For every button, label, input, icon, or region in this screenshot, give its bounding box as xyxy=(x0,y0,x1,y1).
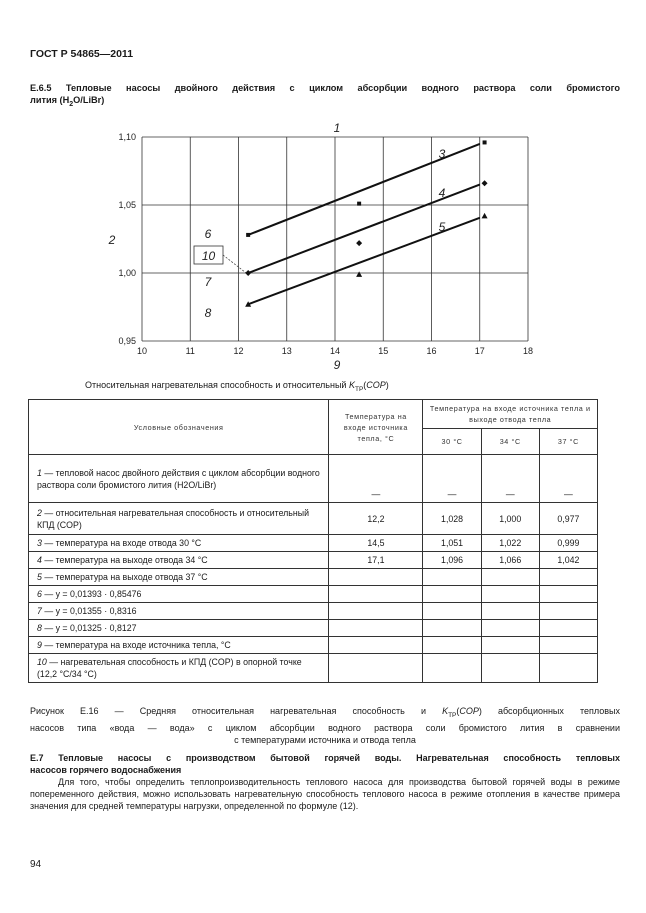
chart-caption: Относительная нагревательная способность и относительный $K_{TP}(COP)$ xyxy=(85,380,389,393)
row-value-c4 xyxy=(539,603,597,620)
row-number: 9 xyxy=(37,640,42,650)
row-number: 10 xyxy=(37,657,47,667)
x-tick-label: 11 xyxy=(185,346,195,356)
row-number: 5 xyxy=(37,572,42,582)
x-tick-label: 18 xyxy=(522,346,534,356)
x-tick-label: 15 xyxy=(378,346,389,356)
row-value-c3 xyxy=(481,620,539,637)
label-2: 2 xyxy=(108,233,116,247)
x-tick-label: 12 xyxy=(233,346,244,356)
row-description xyxy=(29,535,329,552)
label-6: 6 xyxy=(204,227,212,241)
row-number: 1 xyxy=(37,467,42,478)
row-text: — относительная нагревательная способность и относительный КПД (COP) xyxy=(37,507,309,530)
table-row xyxy=(29,503,598,535)
data-point-square xyxy=(246,233,250,237)
label-10-leader xyxy=(223,255,246,273)
row-value-c3 xyxy=(481,654,539,683)
section-title-line1: Е.6.5 Тепловые насосы двойного действия с циклом абсорбции водного раствора соли бромистого xyxy=(30,83,620,93)
label-7: 7 xyxy=(204,275,212,289)
y-tick-label: 1,10 xyxy=(118,132,136,142)
row-value-c4: 0,977 xyxy=(539,503,597,535)
row-value-c2: 1,028 xyxy=(423,503,481,535)
row-value-c4 xyxy=(539,654,597,683)
row-text: — температура на выходе отвода 37 °С xyxy=(41,572,208,582)
row-text: — нагревательная способность и КПД (COP) в опорной точке (12,2 °С/34 °С) xyxy=(37,657,302,679)
row-value-c1 xyxy=(329,569,423,586)
row-value-c1: 17,1 xyxy=(329,552,423,569)
label-9: 9 xyxy=(333,358,341,372)
e7-title-line1: Е.7 Тепловые насосы с производством бытовой горячей воды. Нагревательная способность тепловых xyxy=(30,753,620,763)
row-value-c2: — xyxy=(423,455,481,503)
row-number: 7 xyxy=(37,606,42,616)
row-number: 8 xyxy=(37,623,42,633)
row-description xyxy=(29,455,329,503)
page-number: 94 xyxy=(30,859,42,870)
row-value-c3 xyxy=(481,603,539,620)
row-description xyxy=(29,654,329,683)
row-description xyxy=(29,569,329,586)
row-value-c1 xyxy=(329,603,423,620)
table-row xyxy=(29,654,598,683)
row-text: — y = 0,01393 · 0,85476 xyxy=(41,589,142,599)
y-tick-label: 1,00 xyxy=(118,268,136,278)
row-number: 2 xyxy=(37,507,42,518)
data-point-diamond xyxy=(482,180,488,186)
row-description xyxy=(29,620,329,637)
row-value-c4: 1,042 xyxy=(539,552,597,569)
row-value-c4 xyxy=(539,620,597,637)
header-30: 30 °С xyxy=(423,429,481,455)
row-value-c3: 1,066 xyxy=(481,552,539,569)
chart xyxy=(100,118,540,373)
section-title-line2: лития $(H_2O/LiBr)$ xyxy=(30,95,105,108)
table-row xyxy=(29,552,598,569)
row-number: 3 xyxy=(37,538,42,548)
e7-paragraph: Для того, чтобы определить теплопроизводительность теплового насоса для производства бытовой горячей воды в режиме попеременного действия, можно использовать нагревательную способность теплового насоса в режиме отопления в качестве примера значения для средней температуры нагрузки, определенной по формуле (12). xyxy=(30,777,620,811)
row-text: — тепловой насос двойного действия с циклом абсорбции водного раствора соли бромистого лития (H2O/LiBr) xyxy=(37,467,320,490)
row-text: — температура на выходе отвода 34 °С xyxy=(41,555,208,565)
row-value-c1: 14,5 xyxy=(329,535,423,552)
figure-caption-line1: Рисунок Е.16 — Средняя относительная нагревательная способность и $K_{TP}(COP)$ абсорбционных тепловых xyxy=(30,706,620,719)
row-value-c2 xyxy=(423,620,481,637)
section-e7 xyxy=(30,752,620,812)
row-text: — температура на входе отвода 30 °С xyxy=(41,538,202,548)
row-value-c2: 1,096 xyxy=(423,552,481,569)
row-value-c4: — xyxy=(539,455,597,503)
figure-caption xyxy=(30,705,620,746)
row-description xyxy=(29,603,329,620)
row-value-c1 xyxy=(329,654,423,683)
table-row xyxy=(29,603,598,620)
table-row xyxy=(29,586,598,603)
header-34: 34 °С xyxy=(481,429,539,455)
row-value-c4: 0,999 xyxy=(539,535,597,552)
row-value-c3: — xyxy=(481,455,539,503)
section-title xyxy=(30,82,620,111)
label-3: 3 xyxy=(438,147,446,161)
table-row xyxy=(29,569,598,586)
row-value-c1: 12,2 xyxy=(329,503,423,535)
row-value-c2 xyxy=(423,569,481,586)
row-value-c3 xyxy=(481,569,539,586)
table-row xyxy=(29,455,598,503)
x-tick-label: 13 xyxy=(281,346,292,356)
x-tick-label: 14 xyxy=(329,346,341,356)
header-37: 37 °С xyxy=(539,429,597,455)
y-tick-label: 0,95 xyxy=(118,336,136,346)
row-description xyxy=(29,503,329,535)
data-point-triangle xyxy=(482,213,488,219)
row-value-c3 xyxy=(481,637,539,654)
data-point-triangle xyxy=(356,271,362,277)
table-row xyxy=(29,620,598,637)
figure-caption-line2: насосов типа «вода — вода» с циклом абсорбции водного раствора соли бромистого лития в сравнении xyxy=(30,722,620,733)
label-10: 10 xyxy=(201,249,216,263)
row-text: — температура на входе источника тепла, °С xyxy=(41,640,231,650)
header-temp-in: Температура на входе источника тепла, °С xyxy=(329,400,423,455)
data-point-diamond xyxy=(356,240,362,246)
label-5: 5 xyxy=(438,220,446,234)
data-point-square xyxy=(357,202,361,206)
chart-svg xyxy=(100,118,540,373)
x-tick-label: 17 xyxy=(474,346,485,356)
row-value-c2 xyxy=(423,586,481,603)
label-8: 8 xyxy=(204,306,212,320)
row-number: 6 xyxy=(37,589,42,599)
x-tick-label: 10 xyxy=(136,346,148,356)
table-row xyxy=(29,637,598,654)
legend-table-body xyxy=(29,455,598,683)
table-row xyxy=(29,535,598,552)
header-legend: Условные обозначения xyxy=(29,400,329,455)
row-description xyxy=(29,586,329,603)
row-value-c2: 1,051 xyxy=(423,535,481,552)
row-value-c1 xyxy=(329,620,423,637)
row-value-c2 xyxy=(423,637,481,654)
row-number: 4 xyxy=(37,555,42,565)
label-4: 4 xyxy=(438,186,446,200)
header-group: Температура на входе источника тепла и выходе отвода тепла xyxy=(423,400,598,429)
y-tick-label: 1,05 xyxy=(118,200,136,210)
row-value-c2 xyxy=(423,603,481,620)
row-text: — y = 0,01325 · 0,8127 xyxy=(41,623,137,633)
row-value-c4 xyxy=(539,586,597,603)
row-value-c4 xyxy=(539,569,597,586)
x-tick-label: 16 xyxy=(426,346,437,356)
row-text: — y = 0,01355 · 0,8316 xyxy=(41,606,137,616)
figure-caption-line3: с температурами источника и отвода тепла xyxy=(234,734,416,745)
label-1: 1 xyxy=(333,121,341,135)
document-header: ГОСТ Р 54865—2011 xyxy=(30,48,134,60)
row-value-c1 xyxy=(329,637,423,654)
e7-title-line2: насосов горячего водоснабжения xyxy=(30,765,182,775)
row-value-c1 xyxy=(329,586,423,603)
legend-table xyxy=(28,399,598,683)
row-value-c1: — xyxy=(329,455,423,503)
row-value-c3: 1,022 xyxy=(481,535,539,552)
row-description xyxy=(29,552,329,569)
row-value-c3 xyxy=(481,586,539,603)
row-description xyxy=(29,637,329,654)
row-value-c4 xyxy=(539,637,597,654)
data-point-square xyxy=(483,140,487,144)
row-value-c3: 1,000 xyxy=(481,503,539,535)
row-value-c2 xyxy=(423,654,481,683)
